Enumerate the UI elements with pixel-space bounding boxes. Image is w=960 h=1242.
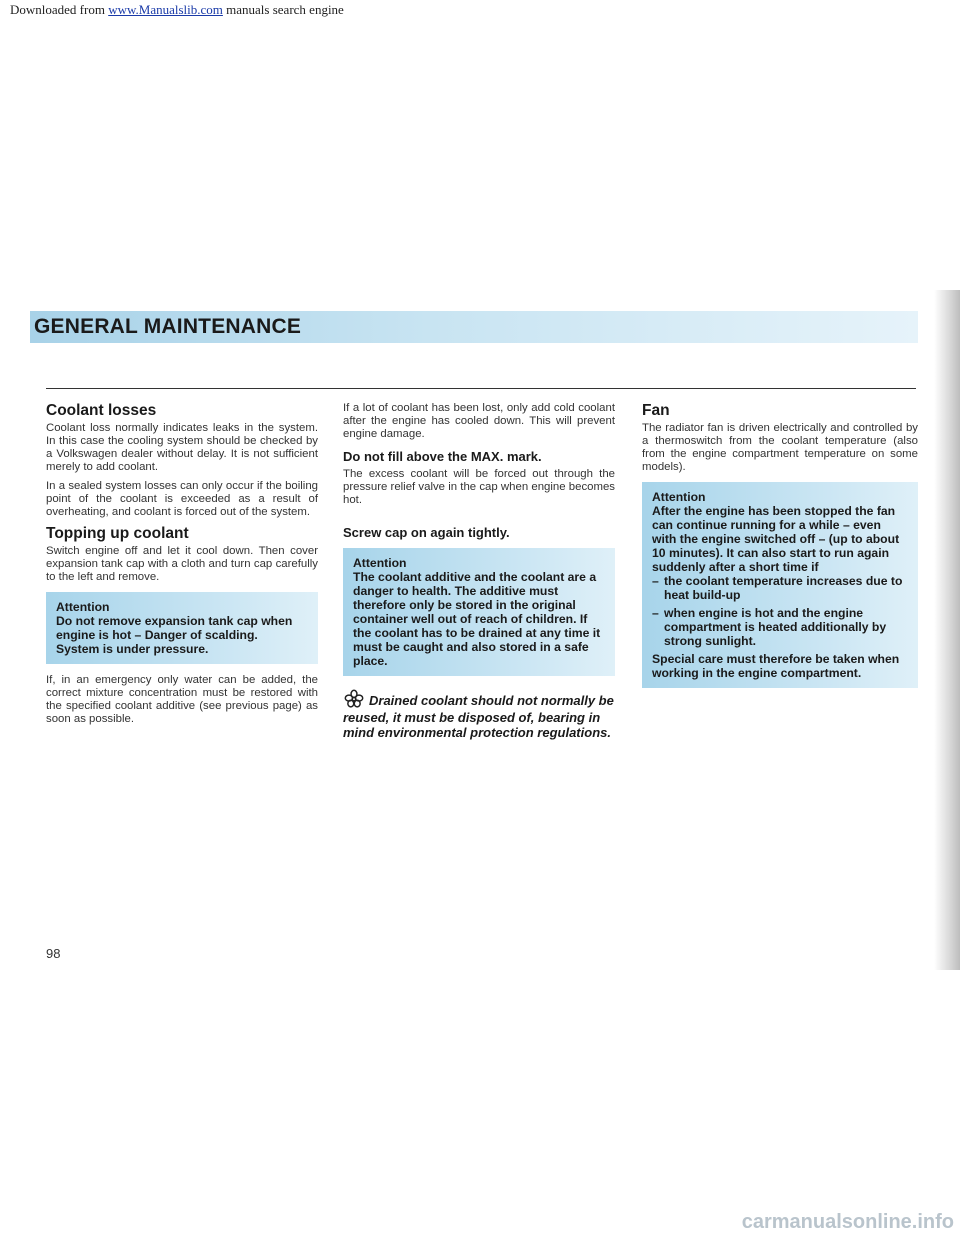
attention-health-body: The coolant additive and the coolant are a danger to health. The additive must therefore only be stored in the original container well out of reach of children. If the coolant has to be drained at any time it must be caught and also stored in a safe place.	[353, 570, 601, 668]
environment-note-text: Drained coolant should not normally be reused, it must be disposed of, bearing in mind environmental protection regulations.	[343, 693, 614, 740]
environment-flower-icon	[343, 688, 365, 710]
credit-prefix: Downloaded from	[10, 2, 109, 17]
list-item: – the coolant temperature increases due to heat build-up	[652, 574, 908, 602]
section-banner	[30, 311, 918, 343]
attention-fan-list	[652, 574, 908, 648]
attention-line-2: System is under pressure.	[56, 642, 209, 656]
paragraph-losses-1: Coolant loss normally indicates leaks in the system. In this case the cooling system should be checked by a Volkswagen dealer without delay. It is not sufficient merely to add coolant.	[46, 422, 318, 473]
attention-line-1: Do not remove expansion tank cap when engine is hot – Danger of scalding.	[56, 614, 293, 642]
heading-fan: Fan	[642, 402, 670, 419]
paragraph-emergency-water: If, in an emergency only water can be added, the correct mixture concentration must be restored with the specified coolant additive (see previous page) as soon as possible.	[46, 674, 318, 725]
attention-box-expansion-tank	[46, 592, 318, 664]
heading-coolant-losses: Coolant losses	[46, 402, 157, 419]
attention-title: Attention	[353, 556, 407, 570]
attention-box-fan	[642, 482, 918, 688]
column-left	[46, 398, 318, 732]
page-edge-shadow	[934, 290, 960, 970]
heading-screw-cap: Screw cap on again tightly.	[343, 525, 510, 540]
manualslib-link[interactable]: www.Manualslib.com	[108, 2, 223, 17]
column-right	[642, 398, 918, 698]
paragraph-losses-2: In a sealed system losses can only occur if the boiling point of the coolant is exceeded as a result of overheating, and coolant is forced out of the system.	[46, 480, 318, 518]
attention-title: Attention	[652, 490, 706, 504]
environment-note	[343, 688, 615, 740]
heading-max-mark: Do not fill above the MAX. mark.	[343, 449, 542, 464]
attention-title: Attention	[56, 600, 110, 614]
header-rule	[46, 388, 916, 389]
heading-topping-up: Topping up coolant	[46, 525, 189, 542]
paragraph-topping: Switch engine off and let it cool down. Then cover expansion tank cap with a cloth and turn cap carefully to the left and remove.	[46, 545, 318, 583]
credit-suffix: manuals search engine	[222, 2, 344, 17]
site-watermark: carmanualsonline.info	[741, 1211, 954, 1233]
paragraph-excess-coolant: The excess coolant will be forced out through the pressure relief valve in the cap when engine becomes hot.	[343, 468, 615, 506]
page-number: 98	[46, 946, 61, 961]
attention-fan-after: Special care must therefore be taken when working in the engine compartment.	[652, 652, 900, 680]
download-credit	[10, 2, 344, 18]
paragraph-cold-coolant: If a lot of coolant has been lost, only add cold coolant after the engine has cooled down. This will prevent engine damage.	[343, 402, 615, 440]
section-title: GENERAL MAINTENANCE	[34, 315, 302, 338]
paragraph-fan: The radiator fan is driven electrically and controlled by a thermoswitch from the coolant temperature (also from the engine compartment temperature on some models).	[642, 422, 918, 473]
attention-box-health	[343, 548, 615, 676]
column-middle	[343, 398, 615, 740]
list-item: – when engine is hot and the engine compartment is heated additionally by strong sunlight.	[652, 606, 908, 648]
attention-fan-intro: After the engine has been stopped the fan can continue running for a while – even with the engine switched off – (up to about 10 minutes). It can also start to run again suddenly after a short time if	[652, 504, 900, 574]
